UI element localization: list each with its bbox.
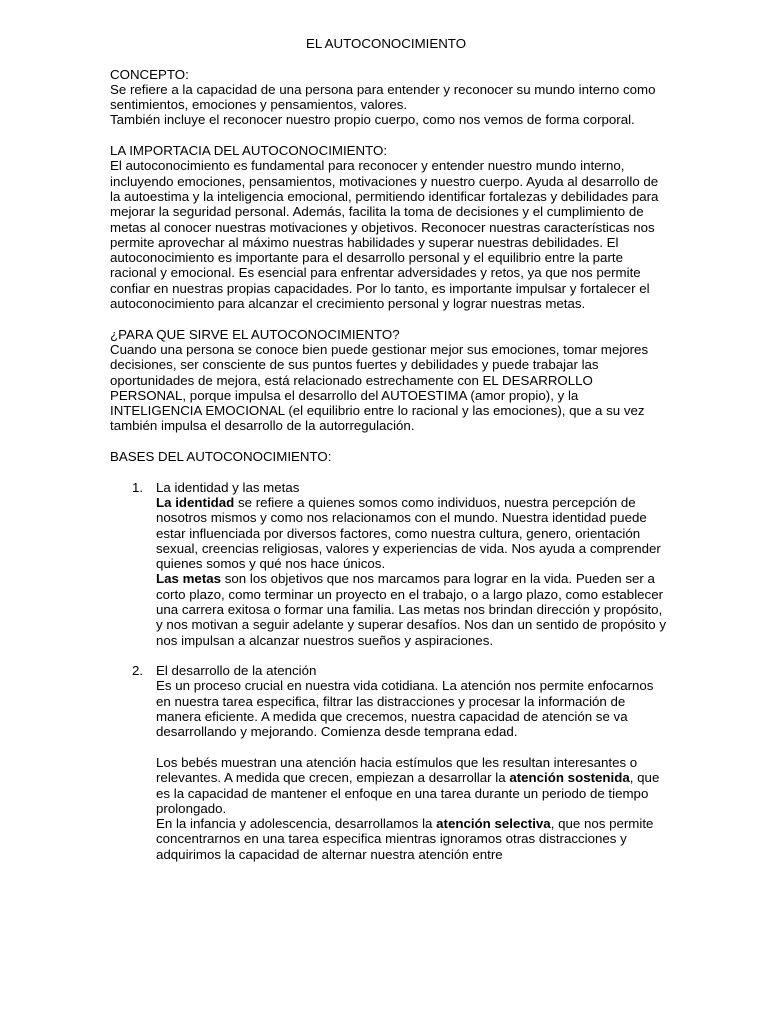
atencion-p2-text-b: , que es la capacidad de mantener el enfoque en una tarea durante un periodo de tiempo prolongado. xyxy=(156,770,660,816)
atencion-paragraph-2 xyxy=(156,755,670,816)
concepto-paragraph-1: Se refiere a la capacidad de una persona para entender y reconocer su mundo interno como sentimientos, emociones y pensamientos, valores. xyxy=(110,81,656,113)
section-heading-concepto: CONCEPTO: xyxy=(110,66,189,82)
metas-text: son los objetivos que nos marcamos para lograr en la vida. Pueden ser a corto plazo, como terminar un proyecto en el trabajo, o a largo plazo, como establecer una carrera exitosa o formar una familia. Las metas nos brindan dirección y propósito, y nos motivan a seguir adelante y superar desafíos. Nos dan un sentido de propósito y nos impulsan a alcanzar nuestros sueños y aspiraciones. xyxy=(156,571,667,648)
identidad-paragraph xyxy=(156,495,670,571)
list-item-title: La identidad y las metas xyxy=(156,479,300,495)
list-item-number: 1. xyxy=(132,479,144,495)
section-heading-importancia: LA IMPORTACIA DEL AUTOCONOCIMIENTO: xyxy=(110,143,388,159)
importancia-paragraph: El autoconocimiento es fundamental para reconocer y entender nuestro mundo interno, incluyendo emociones, pensamientos, motivaciones y nuestro cuerpo. Ayuda al desarrollo de la autoestima y la inteligencia emocional, permitiendo identificar fortalezas y debilidades para mejorar la seguridad personal. Además, facilita la toma de decisiones y el cumplimiento de metas al conocer nuestras motivaciones y objetivos. Reconocer nuestras características nos permite aprovechar al máximo nuestras habilidades y superar nuestras debilidades. El autoconocimiento es importante para el desarrollo personal y el equilibrio entre la parte racional y emocional. Es esencial para enfrentar adversidades y retos, ya que nos permite confiar en nuestras propias capacidades. Por lo tanto, es importante impulsar y fortalecer el autoconocimiento para alcanzar el crecimiento personal y lograr nuestras metas. xyxy=(110,158,659,312)
section-importancia xyxy=(110,143,670,311)
list-item-identidad xyxy=(110,480,670,648)
list-item-number: 2. xyxy=(132,663,144,679)
atencion-selectiva-term: atención selectiva xyxy=(436,816,551,832)
atencion-p2-text-a: Los bebés muestran una atención hacia estímulos que les resultan interesantes o relevantes. A medida que crecen, empiezan a desarrollar la xyxy=(156,754,638,786)
section-heading-para-que: ¿PARA QUE SIRVE EL AUTOCONOCIMIENTO? xyxy=(110,326,400,342)
concepto-paragraph-2: También incluye el reconocer nuestro propio cuerpo, como nos vemos de forma corporal. xyxy=(110,112,635,128)
document-body xyxy=(110,36,670,877)
metas-paragraph xyxy=(156,571,670,647)
bases-list xyxy=(110,480,670,862)
atencion-p3-text-b: , que nos permite concentrarnos en una tarea especifica mientras ignoramos otras distracciones y adquirimos la capacidad de alternar nuestra atención entre xyxy=(156,816,654,862)
list-item-atencion xyxy=(110,663,670,862)
atencion-p3-text-a: En la infancia y adolescencia, desarrollamos la xyxy=(156,816,437,832)
identidad-term: La identidad xyxy=(156,494,235,510)
atencion-paragraph-1: Es un proceso crucial en nuestra vida cotidiana. La atención nos permite enfocarnos en nuestra tarea especifica, filtrar las distracciones y procesar la información de manera eficiente. A medida que crecemos, nuestra capacidad de atención se va desarrollando y mejorando. Comienza desde temprana edad. xyxy=(156,678,654,740)
document-title: EL AUTOCONOCIMIENTO xyxy=(305,36,467,51)
identidad-text: se refiere a quienes somos como individuos, nuestra percepción de nosotros mismos y como nos relacionamos con el mundo. Nuestra identidad puede estar influenciada por diversos factores, como nuestra cultura, genero, orientación sexual, creencias religiosas, valores y experiencias de vida. Nos ayuda a comprender quienes somos y qué nos hace únicos. xyxy=(156,494,661,572)
section-para-que xyxy=(110,327,670,434)
atencion-paragraph-3 xyxy=(156,816,670,862)
para-que-paragraph: Cuando una persona se conoce bien puede gestionar mejor sus emociones, tomar mejores decisiones, ser consciente de sus puntos fuertes y debilidades y puede trabajar las oportunidades de mejora, está relacionado estrechamente con EL DESARROLLO PERSONAL, porque impulsa el desarrollo del AUTOESTIMA (amor propio), y la INTELIGENCIA EMOCIONAL (el equilibrio entre lo racional y las emociones), que a su vez también impulsa el desarrollo de la autorregulación. xyxy=(110,341,649,434)
metas-term: Las metas xyxy=(156,571,222,587)
atencion-sostenida-term: atención sostenida xyxy=(509,770,630,786)
section-bases xyxy=(110,449,670,464)
section-heading-bases: BASES DEL AUTOCONOCIMIENTO: xyxy=(110,449,332,465)
section-concepto xyxy=(110,67,670,128)
list-item-title: El desarrollo de la atención xyxy=(156,663,317,679)
